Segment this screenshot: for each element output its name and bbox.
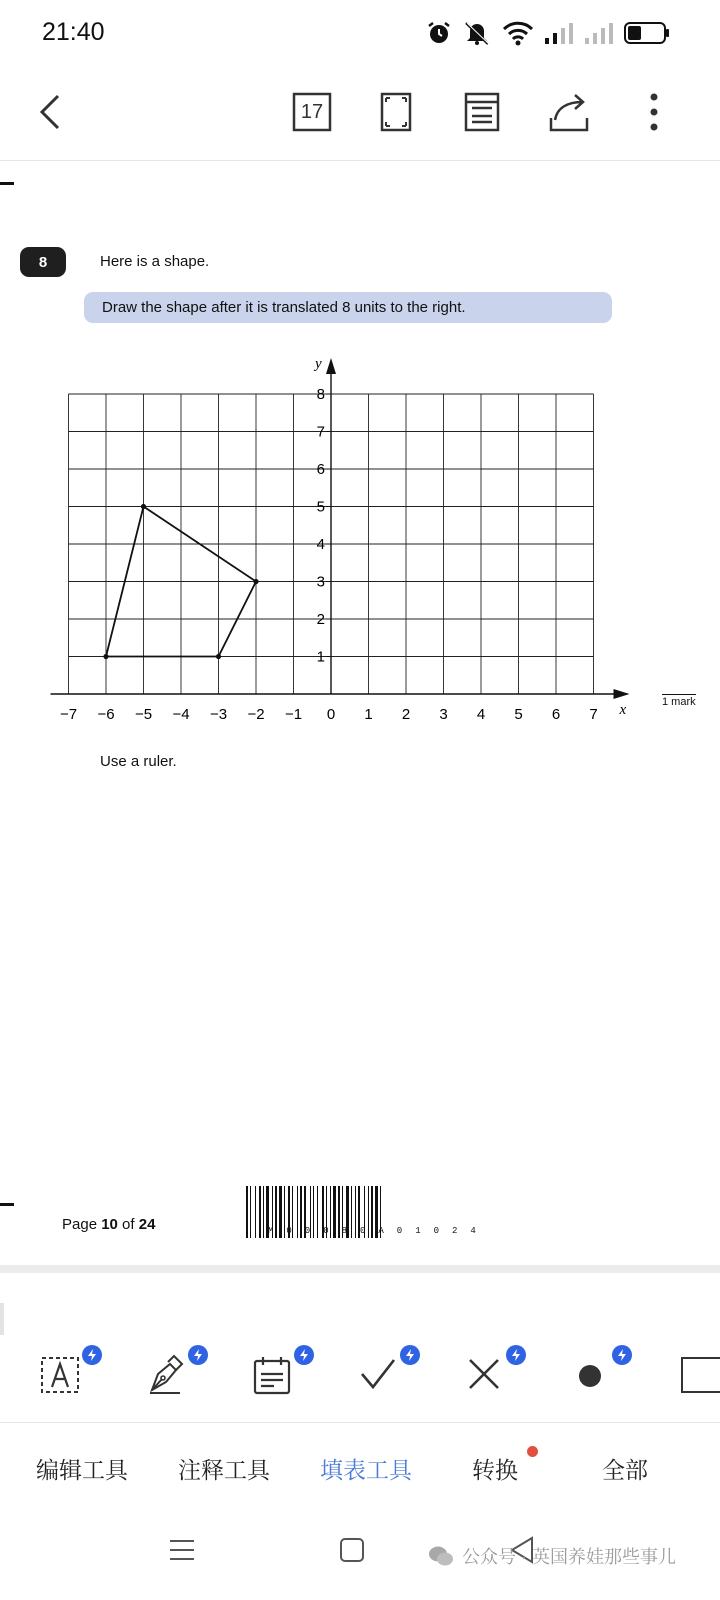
shape-vertex [103,654,108,659]
status-icons [426,18,670,48]
y-tick-label: 1 [316,648,325,666]
menu-icon[interactable] [166,1534,198,1566]
shape-vertex [253,579,258,584]
page-number-label: 17 [300,101,324,123]
battery-icon [624,21,670,45]
y-tick-label: 8 [316,386,325,403]
text-box-icon[interactable] [38,1352,82,1396]
watermark [428,1543,676,1569]
x-tick-label: −1 [284,706,303,723]
tool-badge [506,1345,526,1365]
shape-vertex [141,504,146,509]
tool-badge [82,1345,102,1365]
crop-mark [0,182,14,185]
page-of: of [117,1216,139,1233]
more-icon[interactable] [630,88,678,136]
form-calendar-icon[interactable] [250,1352,294,1396]
lightning-icon [617,1349,627,1361]
x-tick-label: 2 [401,706,411,723]
dot-icon[interactable] [568,1352,612,1396]
page-total: 24 [138,1216,156,1233]
coordinate-grid [40,350,660,730]
wifi-icon [502,20,534,46]
question-instruction-text: Draw the shape after it is translated 8 units to the right. [102,299,466,316]
y-tick-label: 4 [316,536,325,553]
tool-badge [400,1345,420,1365]
notification-dot [527,1446,538,1457]
page-prefix: Page [62,1216,102,1233]
lightning-icon [405,1349,415,1361]
x-tick-label: −2 [247,706,265,723]
alarm-icon [426,20,452,46]
clock: 21:40 [42,18,105,46]
tab-convert[interactable]: 转换 [472,1457,518,1483]
axes [51,356,630,718]
crop-mark [0,1203,14,1206]
tab-annotation-tools[interactable]: 注释工具 [178,1457,270,1483]
barcode-bar [246,1186,248,1238]
y-tick-label: 7 [316,423,325,441]
page-indicator [62,1216,155,1233]
x-axis-arrow [614,689,630,699]
x-tick-label: 0 [326,706,336,723]
cross-icon[interactable] [462,1352,506,1396]
pen-icon[interactable] [144,1352,188,1396]
x-tick-label: −5 [134,706,153,723]
tab-all[interactable]: 全部 [602,1457,648,1483]
x-tick-label: 5 [514,706,523,723]
square-icon[interactable] [676,1352,720,1396]
lightning-icon [193,1349,203,1361]
x-tick-label: 7 [589,706,598,723]
hint-text: Use a ruler. [100,753,177,770]
tick-labels [60,386,598,723]
barcode-bar [259,1186,261,1238]
tab-edit-tools[interactable]: 编辑工具 [36,1457,128,1483]
lightning-icon [299,1349,309,1361]
x-tick-label: 3 [439,706,448,723]
barcode-bar [255,1186,256,1238]
x-tick-label: −7 [59,706,78,723]
mute-icon [462,20,492,46]
question-number-badge: 8 [20,247,66,277]
lightning-icon [511,1349,521,1361]
tool-badge [294,1345,314,1365]
y-tick-label: 6 [316,461,325,478]
tab-form-tools[interactable]: 填表工具 [320,1457,412,1483]
x-tick-label: −6 [97,706,115,723]
fullscreen-icon[interactable] [372,88,420,136]
y-tick-label: 2 [316,611,325,628]
x-tick-label: −4 [172,706,190,723]
wechat-icon [428,1545,454,1567]
signal-icon [584,21,614,45]
share-icon[interactable] [545,88,593,136]
barcode-bar [263,1186,264,1238]
scroll-indicator[interactable] [0,1303,4,1335]
divider [0,1422,720,1423]
shape-vertex [216,654,221,659]
y-axis-arrow [326,358,336,374]
x-axis-label: x [619,702,627,718]
page-separator [0,1265,720,1273]
checkmark-icon[interactable] [356,1352,400,1396]
top-toolbar [0,64,720,161]
status-bar [0,0,720,64]
x-tick-label: −3 [209,706,228,723]
y-tick-label: 5 [316,498,325,516]
y-tick-label: 3 [316,573,325,591]
watermark-text: 公众号 · 英国养娃那些事儿 [462,1547,676,1567]
y-axis-label: y [315,356,322,372]
back-icon[interactable] [28,88,76,136]
signal-icon [544,21,574,45]
mark-label: 1 mark [662,696,696,708]
barcode-bar [250,1186,251,1238]
x-tick-label: 1 [364,706,373,723]
tool-badge [612,1345,632,1365]
home-icon[interactable] [336,1534,368,1566]
x-tick-label: 4 [476,706,486,723]
barcode-text: M00080A01024 [268,1226,489,1236]
x-tick-label: 6 [551,706,561,723]
tool-badge [188,1345,208,1365]
layout-icon[interactable] [458,88,506,136]
question-instruction [84,292,612,323]
page-current: 10 [101,1216,118,1233]
question-intro: Here is a shape. [100,253,210,270]
page-number-button[interactable] [288,88,336,136]
lightning-icon [87,1349,97,1361]
